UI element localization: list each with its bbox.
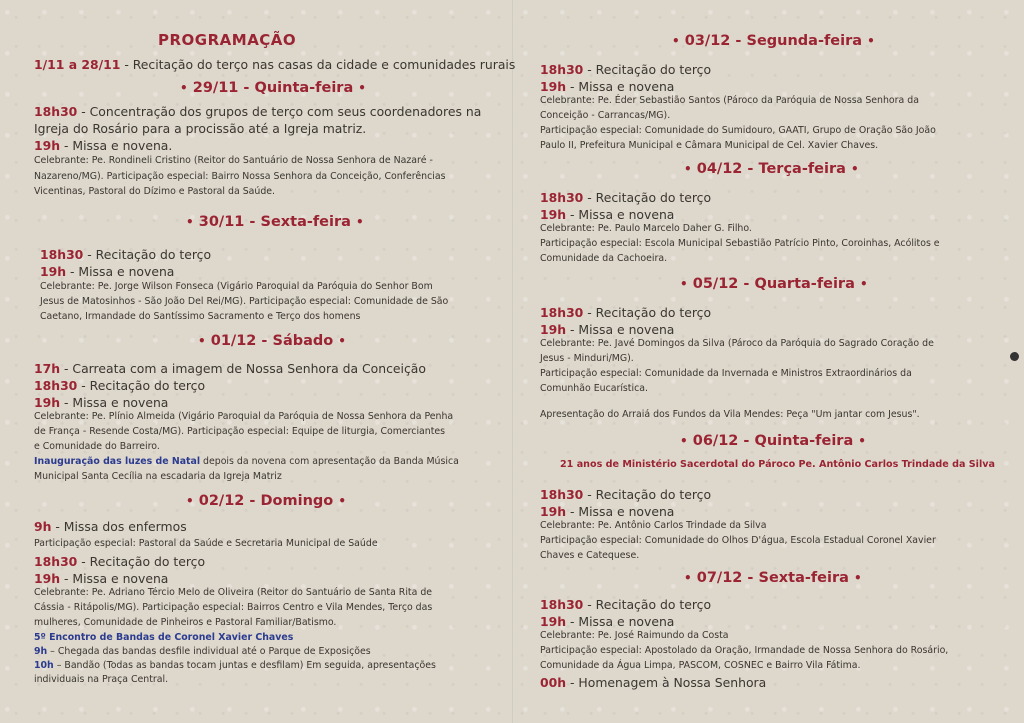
detail-line: 9h – Chegada das bandas desfile individual até o Parque de Exposições (34, 646, 371, 657)
detail-line: Participação especial: Comunidade do Sumidouro, GAATI, Grupo de Oração São João (540, 125, 936, 136)
detail-line: Comunhão Eucarística. (540, 383, 648, 394)
detail-line: Celebrante: Pe. Adriano Tércio Melo de Oliveira (Reitor do Santuário de Santa Rita de (34, 587, 433, 598)
schedule-line: 18h30 - Concentração dos grupos de terço com seus coordenadores na (34, 104, 482, 119)
detail-line: Participação especial: Pastoral da Saúde e Secretaria Municipal de Saúde (34, 538, 378, 549)
schedule-line: 18h30 - Recitação do terço (540, 597, 712, 612)
detail-line: Conceição - Carrancas/MG). (540, 110, 671, 121)
schedule-line: 19h - Missa e novena (540, 207, 675, 222)
detail-line: Jesus de Matosinhos - São João Del Rei/MG). Participação especial: Comunidade de São (40, 296, 449, 307)
day-heading-3011: • 30/11 - Sexta-feira • (186, 214, 364, 230)
schedule-line: 18h30 - Recitação do terço (34, 554, 206, 569)
page-fold (512, 0, 513, 723)
detail-line: Comunidade da Cachoeira. (540, 253, 668, 264)
detail-line: Vicentinas, Pastoral do Dízimo e Pastoral da Saúde. (34, 186, 276, 197)
day-heading-0412: • 04/12 - Terça-feira • (684, 161, 859, 177)
schedule-line: 19h - Missa e novena (40, 264, 175, 279)
detail-line: Inauguração das luzes de Natal depois da novena com apresentação da Banda Música (34, 456, 459, 467)
detail-line: Apresentação do Arraiá dos Fundos da Vila Mendes: Peça "Um jantar com Jesus". (540, 409, 920, 420)
detail-line: mulheres, Comunidade de Pinheiros e Pastoral Familiar/Batismo. (34, 617, 337, 628)
detail-line: e Comunidade do Barreiro. (34, 441, 160, 452)
schedule-line: 18h30 - Recitação do terço (40, 247, 212, 262)
detail-line: Chaves e Catequese. (540, 550, 640, 561)
page-title: PROGRAMAÇÃO (158, 31, 297, 49)
day-heading-2911: • 29/11 - Quinta-feira • (180, 80, 366, 96)
day-heading-0212: • 02/12 - Domingo • (186, 493, 346, 509)
schedule-line: 00h - Homenagem à Nossa Senhora (540, 675, 767, 690)
schedule-line: 19h - Missa e novena. (34, 138, 173, 153)
schedule-line: 19h - Missa e novena (34, 395, 169, 410)
schedule-line: 9h - Missa dos enfermos (34, 519, 187, 534)
detail-line: Cássia - Ritápolis/MG). Participação especial: Bairros Centro e Vila Mendes, Terço das (34, 602, 433, 613)
detail-line: Nazareno/MG). Participação especial: Bairro Nossa Senhora da Conceição, Conferências (34, 171, 446, 182)
detail-line: de França - Resende Costa/MG). Participação especial: Equipe de liturgia, Comerciantes (34, 426, 446, 437)
detail-line: Celebrante: Pe. Jorge Wilson Fonseca (Vigário Paroquial da Paróquia do Senhor Bom (40, 281, 433, 292)
band-meeting-title: 5º Encontro de Bandas de Coronel Xavier Chaves (34, 632, 294, 643)
schedule-line: 17h - Carreata com a imagem de Nossa Senhora da Conceição (34, 361, 426, 376)
schedule-line: 18h30 - Recitação do terço (540, 62, 712, 77)
schedule-line: 18h30 - Recitação do terço (540, 487, 712, 502)
detail-line: Participação especial: Apostolado da Oração, Irmandade de Nossa Senhora do Rosário, (540, 645, 949, 656)
detail-line: Jesus - Minduri/MG). (540, 353, 634, 364)
detail-line: 10h – Bandão (Todas as bandas tocam juntas e desfilam) Em seguida, apresentações (34, 660, 436, 671)
detail-line: Celebrante: Pe. Rondineli Cristino (Reitor do Santuário de Nossa Senhora de Nazaré - (34, 155, 433, 166)
day-heading-0112: • 01/12 - Sábado • (198, 333, 346, 349)
schedule-line: Igreja do Rosário para a procissão até a Igreja matriz. (34, 121, 367, 136)
schedule-line: 19h - Missa e novena (540, 79, 675, 94)
schedule-line: 18h30 - Recitação do terço (34, 378, 206, 393)
detail-line: Comunidade da Água Limpa, PASCOM, COSNEC e Bairro Vila Fátima. (540, 660, 861, 671)
detail-line: Participação especial: Comunidade da Invernada e Ministros Extraordinários da (540, 368, 912, 379)
schedule-line: 18h30 - Recitação do terço (540, 190, 712, 205)
schedule-line: 18h30 - Recitação do terço (540, 305, 712, 320)
intro-dates: 1/11 a 28/11 (34, 57, 121, 72)
day-heading-0312: • 03/12 - Segunda-feira • (672, 33, 875, 49)
day-heading-0712: • 07/12 - Sexta-feira • (684, 570, 862, 586)
anniversary-subtitle: 21 anos de Ministério Sacerdotal do Pároco Pe. Antônio Carlos Trindade da Silva (560, 459, 995, 470)
detail-line: Participação especial: Comunidade do Olhos D'água, Escola Estadual Coronel Xavier (540, 535, 936, 546)
detail-line: Caetano, Irmandade do Santíssimo Sacramento e Terço dos homens (40, 311, 361, 322)
detail-line: Participação especial: Escola Municipal Sebastião Patrício Pinto, Coroinhas, Acólitos e (540, 238, 940, 249)
intro-text: - Recitação do terço nas casas da cidade e comunidades rurais (120, 57, 516, 72)
detail-line: Paulo II, Prefeitura Municipal e Câmara Municipal de Cel. Xavier Chaves. (540, 140, 879, 151)
detail-line: Municipal Santa Cecília na escadaria da Igreja Matriz (34, 471, 282, 482)
day-heading-0512: • 05/12 - Quarta-feira • (680, 276, 868, 292)
detail-line: Celebrante: Pe. Éder Sebastião Santos (Pároco da Paróquia de Nossa Senhora da (540, 95, 919, 106)
detail-line: Celebrante: Pe. Paulo Marcelo Daher G. Filho. (540, 223, 752, 234)
day-heading-0612: • 06/12 - Quinta-feira • (680, 433, 866, 449)
bullet-marker (1010, 352, 1019, 361)
schedule-line: 19h - Missa e novena (540, 504, 675, 519)
detail-line: Celebrante: Pe. Plínio Almeida (Vigário Paroquial da Paróquia de Nossa Senhora da Penha (34, 411, 454, 422)
detail-line: individuais na Praça Central. (34, 674, 169, 685)
detail-line: Celebrante: Pe. Antônio Carlos Trindade da Silva (540, 520, 767, 531)
detail-line: Celebrante: Pe. José Raimundo da Costa (540, 630, 729, 641)
schedule-line: 19h - Missa e novena (540, 322, 675, 337)
schedule-line: 19h - Missa e novena (34, 571, 169, 586)
schedule-line: 19h - Missa e novena (540, 614, 675, 629)
detail-line: Celebrante: Pe. Javé Domingos da Silva (Pároco da Paróquia do Sagrado Coração de (540, 338, 934, 349)
intro-line (34, 57, 515, 72)
